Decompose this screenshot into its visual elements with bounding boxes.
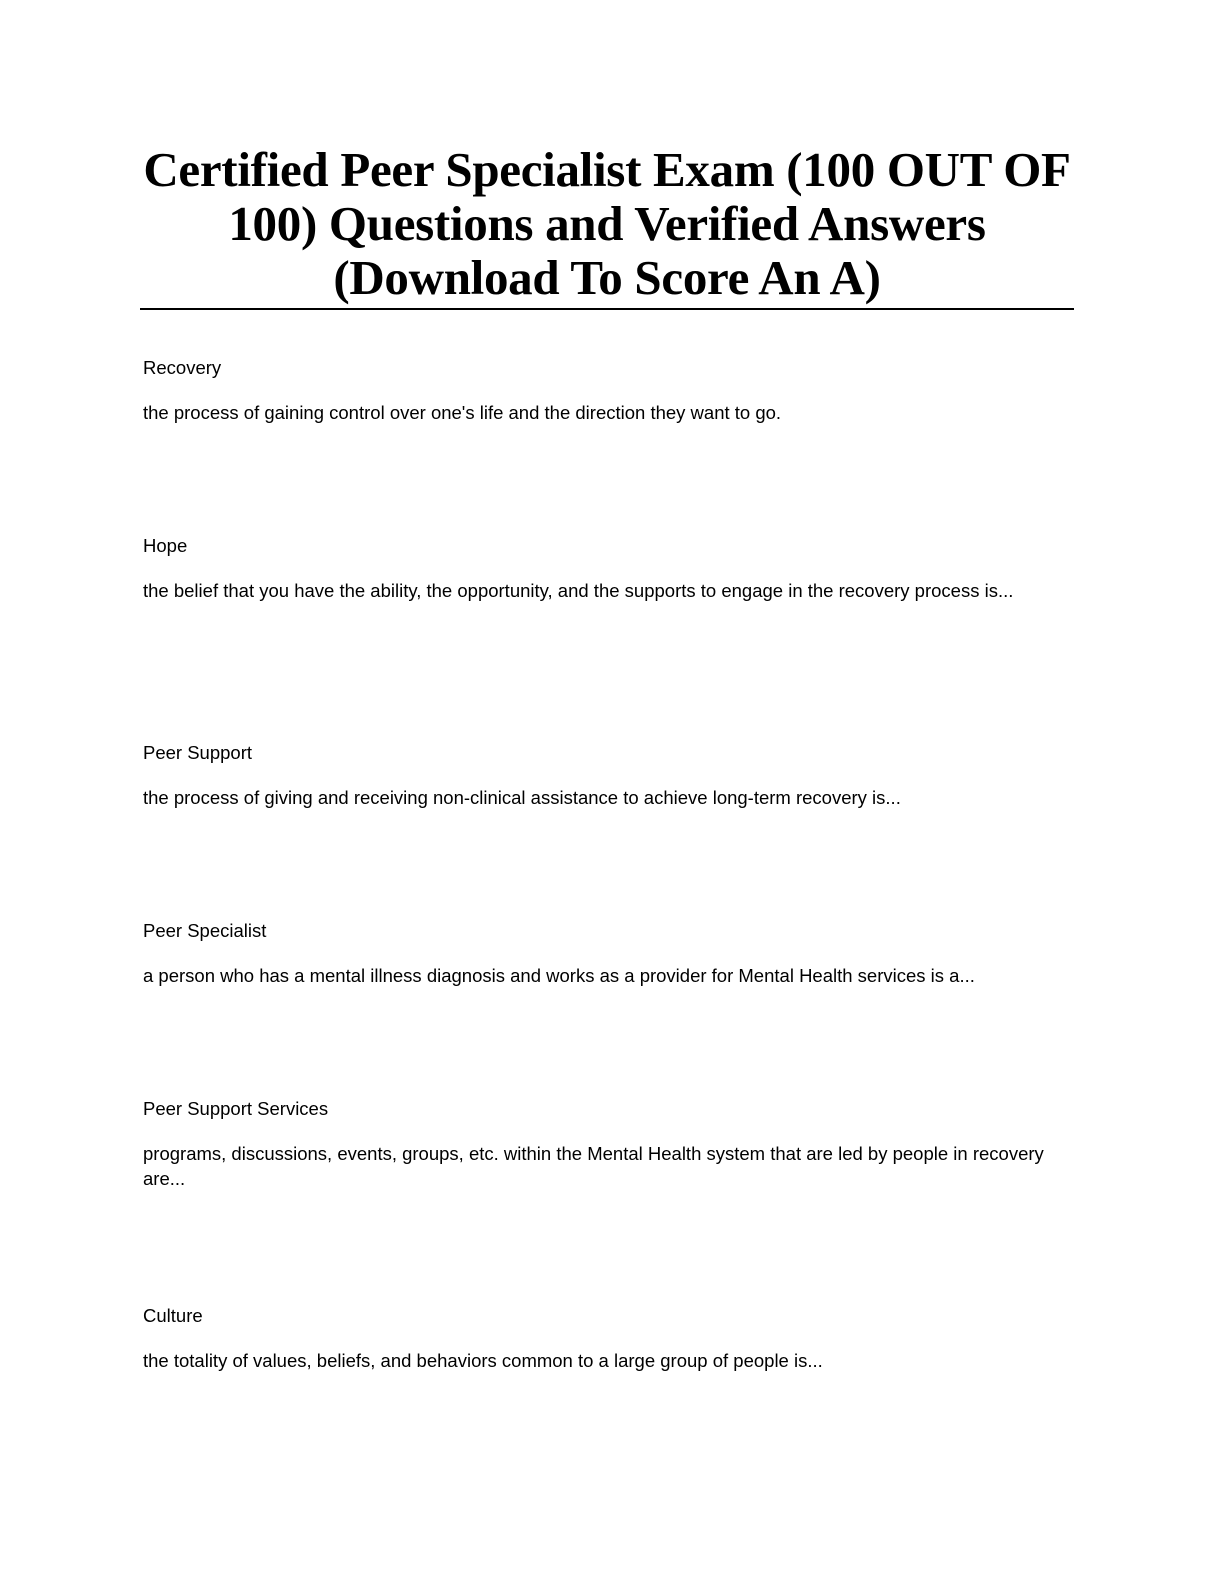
entry-term: Recovery	[143, 357, 222, 378]
entry-definition: the process of giving and receiving non-clinical assistance to achieve long-term recovery is...	[143, 787, 901, 808]
flashcard-entry	[143, 534, 1073, 603]
flashcard-entry	[143, 356, 1073, 425]
entry-definition: a person who has a mental illness diagnosis and works as a provider for Mental Health services is a...	[143, 965, 975, 986]
entry-definition: programs, discussions, events, groups, etc. within the Mental Health system that are led by people in recovery are...	[143, 1143, 1044, 1189]
entry-term: Peer Support	[143, 742, 253, 763]
entry-term: Culture	[143, 1305, 203, 1326]
entry-term: Peer Specialist	[143, 920, 267, 941]
entry-definition: the belief that you have the ability, the opportunity, and the supports to engage in the recovery process is...	[143, 580, 1014, 601]
entry-definition: the totality of values, beliefs, and behaviors common to a large group of people is...	[143, 1350, 823, 1371]
title-divider	[140, 308, 1074, 310]
flashcard-entry	[143, 741, 1073, 810]
entry-term: Peer Support Services	[143, 1098, 329, 1119]
document-title: Certified Peer Specialist Exam (100 OUT OF 100) Questions and Verified Answers (Download To Score An A)	[143, 142, 1071, 305]
flashcard-entry	[143, 1304, 1073, 1373]
flashcard-entry	[143, 1097, 1073, 1191]
entry-term: Hope	[143, 535, 188, 556]
flashcard-entry	[143, 919, 1073, 988]
entry-definition: the process of gaining control over one's life and the direction they want to go.	[143, 402, 782, 423]
